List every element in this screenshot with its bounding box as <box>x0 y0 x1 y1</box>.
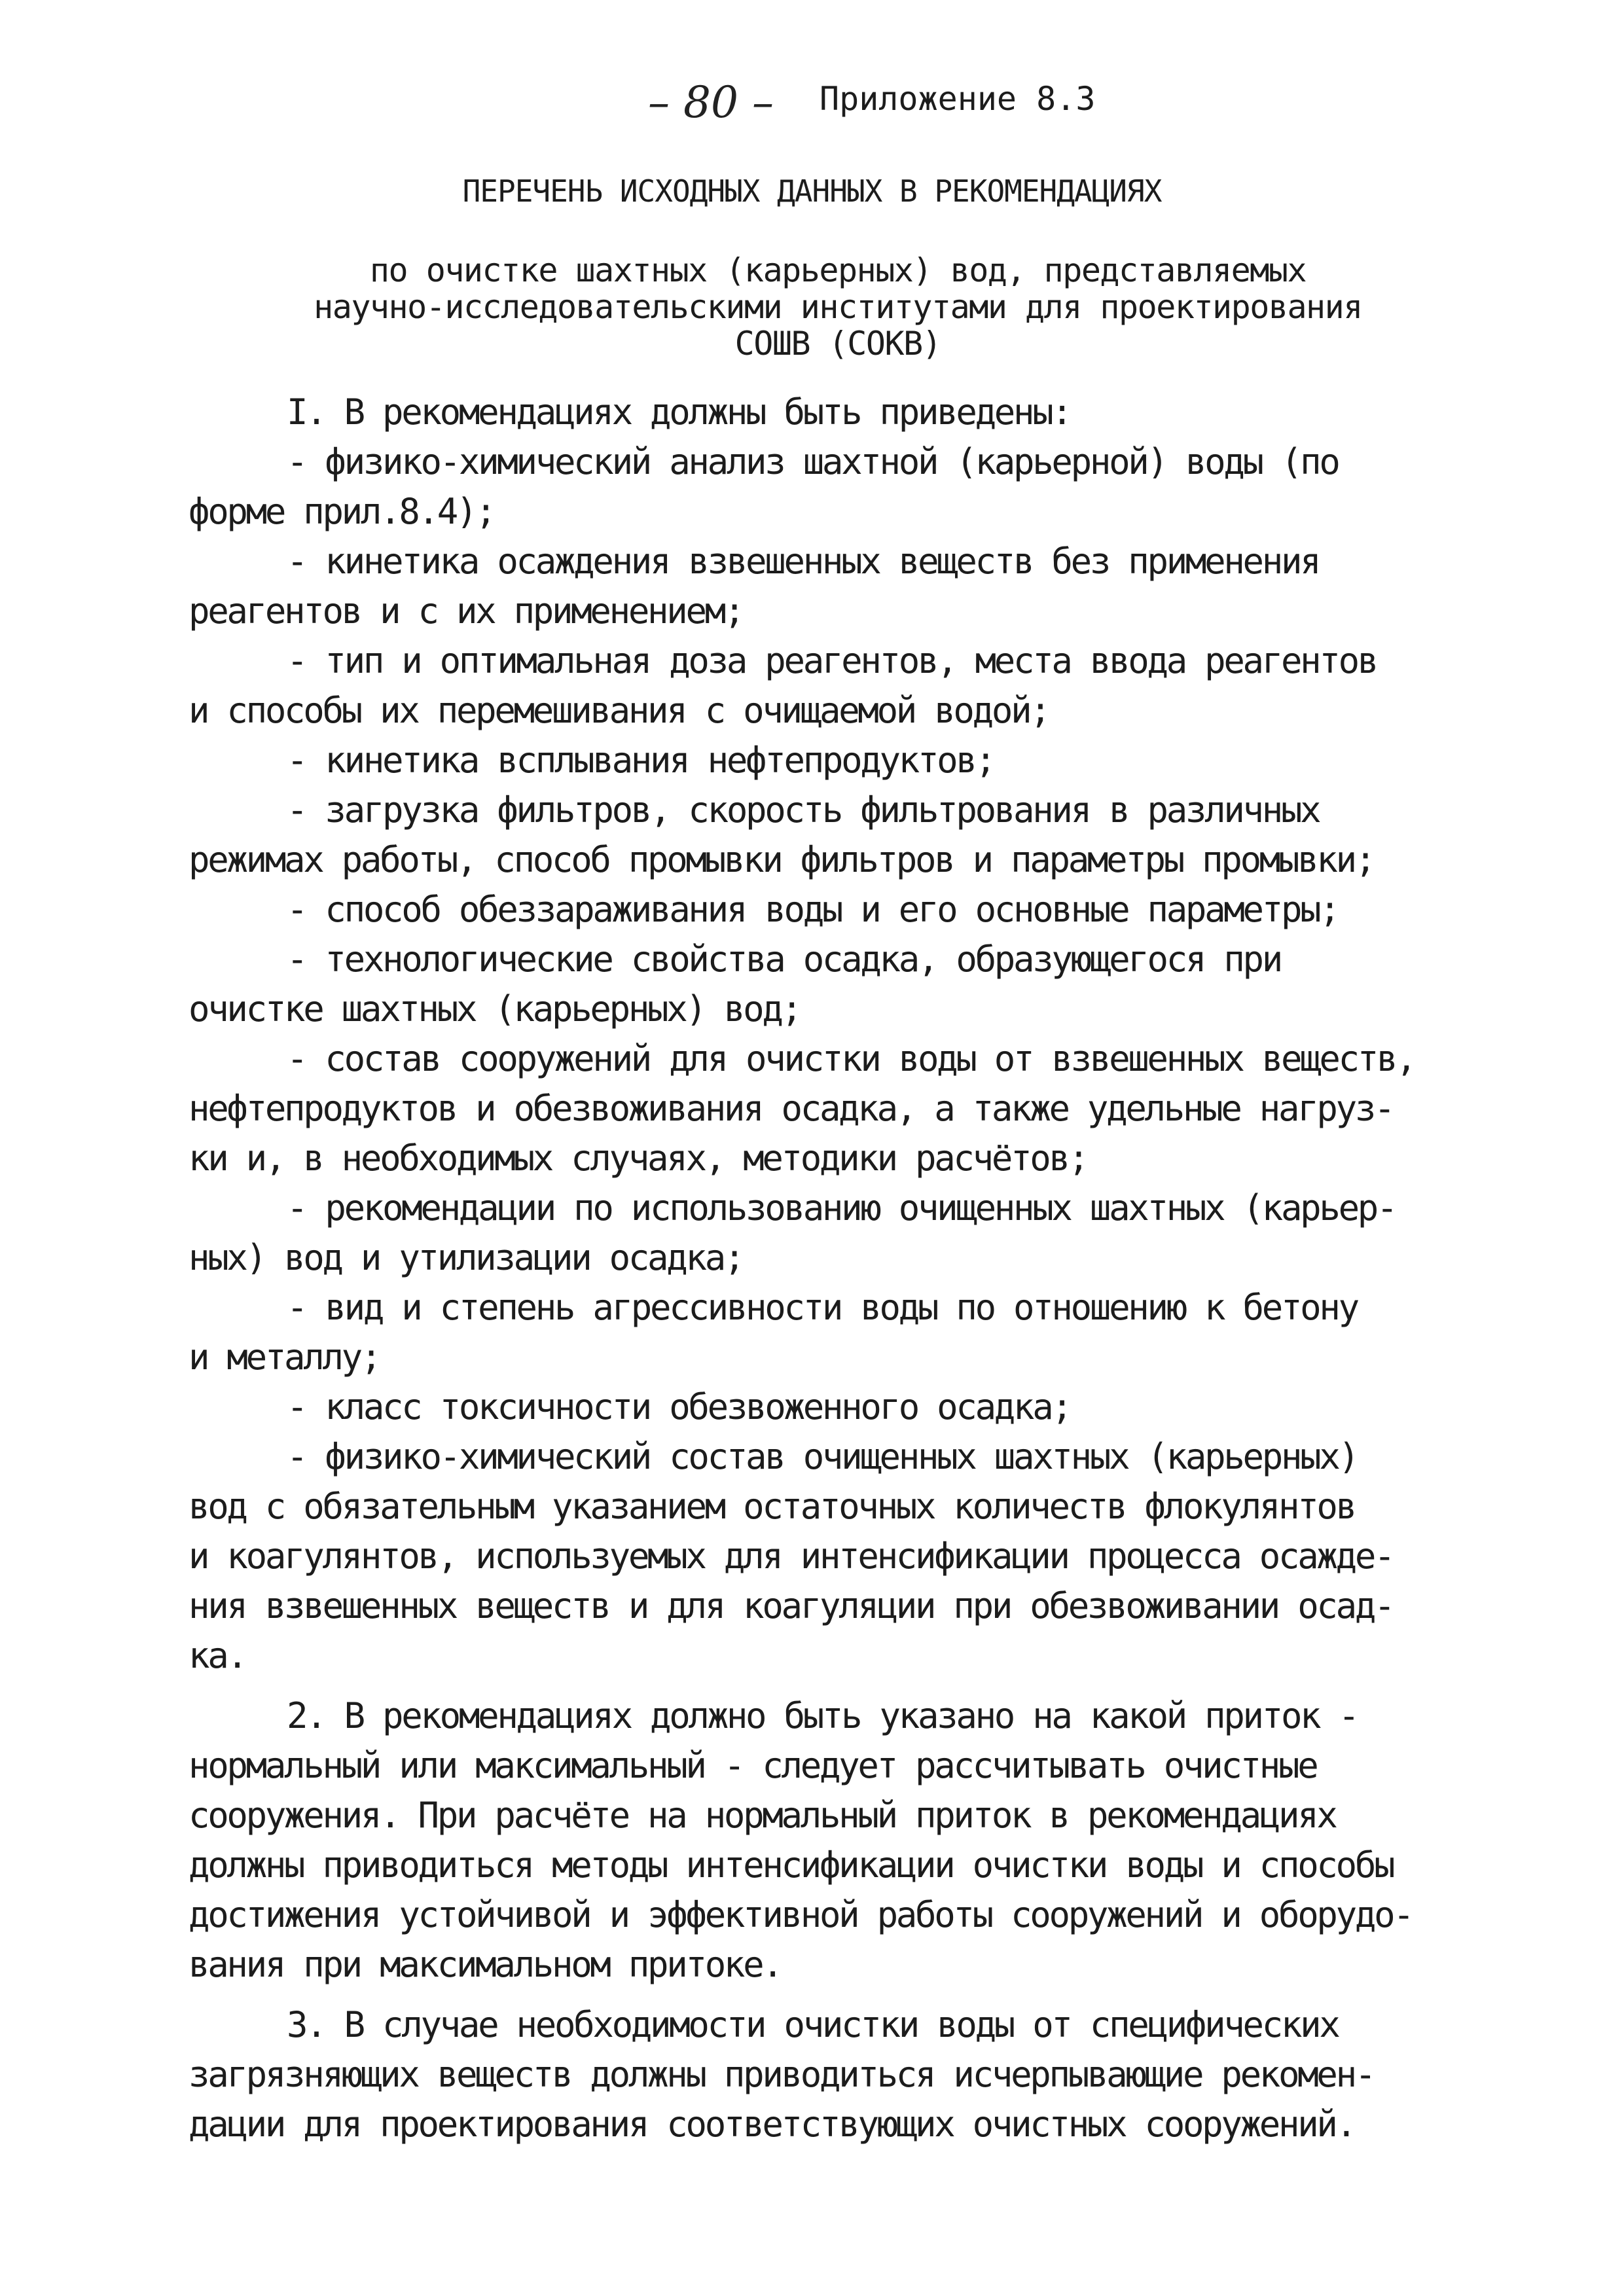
text-line: и способы их перемешивания с очищаемой водой; <box>189 690 1049 731</box>
subtitle-line: СОШВ (СОКВ) <box>734 325 941 363</box>
list-item: - загрузка фильтров, скорость фильтрования в различных <box>287 789 1320 831</box>
text-line: режимах работы, способ промывки фильтров и параметры промывки; <box>189 839 1375 880</box>
list-item: - способ обеззараживания воды и его основные параметры; <box>287 889 1339 930</box>
list-item: - кинетика осаждения взвешенных веществ без применения <box>287 541 1320 582</box>
text-line: достижения устойчивой и эффективной работы сооружений и оборудо- <box>189 1894 1413 1935</box>
list-item: - рекомендации по использованию очищенных шахтных (карьер- <box>287 1187 1396 1229</box>
list-item: - физико-химический анализ шахтной (карьерной) воды (по <box>287 441 1339 482</box>
page-header <box>648 77 1172 136</box>
text-line: и металлу; <box>189 1336 380 1378</box>
text-line: должны приводиться методы интенсификации очистки воды и способы <box>189 1844 1394 1886</box>
text-line: и коагулянтов, используемых для интенсификации процесса осажде- <box>189 1535 1394 1577</box>
text-line: реагентов и с их применением; <box>189 590 744 632</box>
appendix-label: Приложение 8.3 <box>820 80 1096 118</box>
list-item: - тип и оптимальная доза реагентов, места ввода реагентов <box>287 640 1377 681</box>
text-line: ных) вод и утилизации осадка; <box>189 1237 744 1278</box>
text-line: форме прил.8.4); <box>189 491 495 532</box>
list-item: - вид и степень агрессивности воды по отношению к бетону <box>287 1287 1358 1328</box>
text-line: дации для проектирования соответствующих очистных сооружений. <box>189 2104 1355 2145</box>
subtitle-line: научно-исследовательскими институтами для проектирования <box>314 288 1362 326</box>
list-item: - кинетика всплывания нефтепродуктов; <box>287 740 994 781</box>
text-line: ка. <box>189 1635 246 1676</box>
list-item: - физико-химический состав очищенных шахтных (карьерных) <box>287 1436 1358 1477</box>
text-line: вод с обязательным указанием остаточных количеств флокулянтов <box>189 1486 1355 1527</box>
section-heading: 2. В рекомендациях должно быть указано на какой приток - <box>287 1695 1358 1736</box>
text-line: сооружения. При расчёте на нормальный приток в рекомендациях <box>189 1795 1336 1836</box>
list-item: - состав сооружений для очистки воды от взвешенных веществ, <box>287 1038 1415 1079</box>
text-line: вания при максимальном притоке. <box>189 1944 782 1985</box>
document-body <box>189 387 1485 2149</box>
text-line: нормальный или максимальный - следует рассчитывать очистные <box>189 1745 1317 1786</box>
section-heading: 3. В случае необходимости очистки воды от специфических <box>287 2004 1339 2045</box>
document-title: ПЕРЕЧЕНЬ ИСХОДНЫХ ДАННЫХ В РЕКОМЕНДАЦИЯХ <box>462 173 1162 209</box>
list-item: - класс токсичности обезвоженного осадка; <box>287 1386 1071 1427</box>
subtitle-line: по очистке шахтных (карьерных) вод, представляемых <box>369 251 1307 289</box>
page-number: – 80 – <box>648 77 774 128</box>
text-line: нефтепродуктов и обезвоживания осадка, а также удельные нагруз- <box>189 1088 1394 1129</box>
list-item: - технологические свойства осадка, образующегося при <box>287 939 1281 980</box>
section-heading: I. В рекомендациях должны быть приведены: <box>287 391 1071 433</box>
text-line: загрязняющих веществ должны приводиться исчерпывающие рекомен- <box>189 2054 1375 2095</box>
document-subtitle <box>249 252 1427 362</box>
text-line: ния взвешенных веществ и для коагуляции при обезвоживании осад- <box>189 1585 1394 1626</box>
text-line: очистке шахтных (карьерных) вод; <box>189 988 801 1030</box>
text-line: ки и, в необходимых случаях, методики расчётов; <box>189 1138 1087 1179</box>
